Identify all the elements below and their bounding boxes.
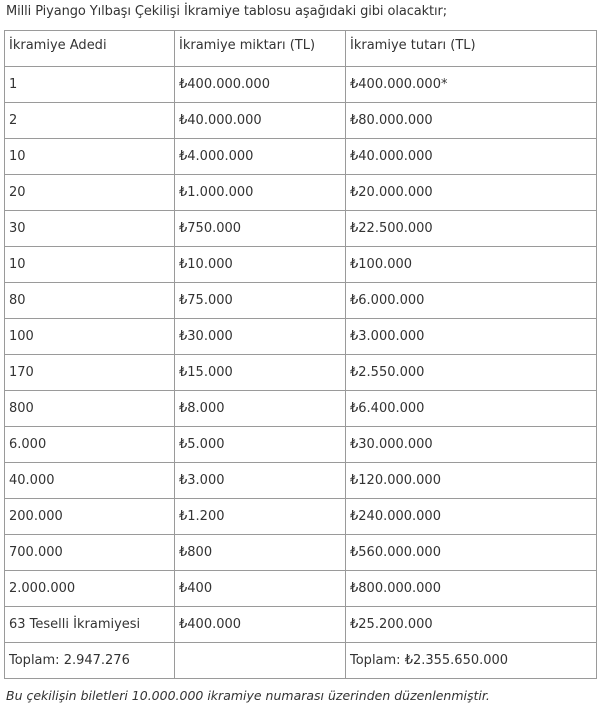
- cell-count: 1: [5, 67, 175, 103]
- table-row: [5, 571, 597, 607]
- cell-count: 80: [5, 283, 175, 319]
- cell-total: ₺240.000.000: [346, 499, 597, 535]
- header-cell-count: İkramiye Adedi: [5, 31, 175, 67]
- cell-total: ₺40.000.000: [346, 139, 597, 175]
- cell-total: ₺22.500.000: [346, 211, 597, 247]
- cell-amount: ₺30.000: [175, 319, 346, 355]
- cell-count: 800: [5, 391, 175, 427]
- table-total-row: [5, 643, 597, 679]
- cell-amount: ₺1.200: [175, 499, 346, 535]
- total-amount-cell: Toplam: ₺2.355.650.000: [346, 643, 597, 679]
- table-row: [5, 211, 597, 247]
- cell-total: ₺6.000.000: [346, 283, 597, 319]
- table-header-row: [5, 31, 597, 67]
- cell-count: 6.000: [5, 427, 175, 463]
- cell-amount: ₺4.000.000: [175, 139, 346, 175]
- cell-amount: ₺1.000.000: [175, 175, 346, 211]
- cell-total: ₺6.400.000: [346, 391, 597, 427]
- total-empty-cell: [175, 643, 346, 679]
- cell-total: ₺800.000.000: [346, 571, 597, 607]
- table-row: [5, 247, 597, 283]
- cell-amount: ₺10.000: [175, 247, 346, 283]
- header-cell-amount: İkramiye miktarı (TL): [175, 31, 346, 67]
- cell-amount: ₺400: [175, 571, 346, 607]
- cell-amount: ₺750.000: [175, 211, 346, 247]
- cell-total: ₺20.000.000: [346, 175, 597, 211]
- intro-text: Milli Piyango Yılbaşı Çekilişi İkramiye tablosu aşağıdaki gibi olacaktır;: [6, 4, 448, 19]
- cell-count: 63 Teselli İkramiyesi: [5, 607, 175, 643]
- cell-total: ₺80.000.000: [346, 103, 597, 139]
- cell-total: ₺400.000.000*: [346, 67, 597, 103]
- cell-amount: ₺15.000: [175, 355, 346, 391]
- prize-table: [4, 30, 597, 679]
- cell-total: ₺560.000.000: [346, 535, 597, 571]
- cell-count: 30: [5, 211, 175, 247]
- cell-total: ₺30.000.000: [346, 427, 597, 463]
- cell-count: 20: [5, 175, 175, 211]
- table-row: [5, 463, 597, 499]
- cell-total: ₺2.550.000: [346, 355, 597, 391]
- cell-total: ₺120.000.000: [346, 463, 597, 499]
- cell-count: 100: [5, 319, 175, 355]
- cell-count: 10: [5, 247, 175, 283]
- header-cell-total: İkramiye tutarı (TL): [346, 31, 597, 67]
- cell-total: ₺3.000.000: [346, 319, 597, 355]
- table-row: [5, 175, 597, 211]
- table-row: [5, 283, 597, 319]
- table-row: [5, 391, 597, 427]
- table-row: [5, 535, 597, 571]
- table-row: [5, 319, 597, 355]
- cell-total: ₺25.200.000: [346, 607, 597, 643]
- table-row: [5, 139, 597, 175]
- table-row: [5, 355, 597, 391]
- cell-count: 2.000.000: [5, 571, 175, 607]
- table-row: [5, 607, 597, 643]
- cell-count: 2: [5, 103, 175, 139]
- cell-count: 200.000: [5, 499, 175, 535]
- table-row: [5, 67, 597, 103]
- cell-count: 170: [5, 355, 175, 391]
- cell-amount: ₺40.000.000: [175, 103, 346, 139]
- cell-amount: ₺8.000: [175, 391, 346, 427]
- cell-count: 700.000: [5, 535, 175, 571]
- footnote: Bu çekilişin biletleri 10.000.000 ikramiye numarası üzerinden düzenlenmiştir.: [6, 688, 490, 703]
- table-row: [5, 103, 597, 139]
- cell-amount: ₺3.000: [175, 463, 346, 499]
- cell-count: 40.000: [5, 463, 175, 499]
- cell-amount: ₺75.000: [175, 283, 346, 319]
- total-count-cell: Toplam: 2.947.276: [5, 643, 175, 679]
- table-row: [5, 427, 597, 463]
- cell-total: ₺100.000: [346, 247, 597, 283]
- cell-amount: ₺5.000: [175, 427, 346, 463]
- table-row: [5, 499, 597, 535]
- cell-amount: ₺800: [175, 535, 346, 571]
- cell-amount: ₺400.000.000: [175, 67, 346, 103]
- cell-amount: ₺400.000: [175, 607, 346, 643]
- cell-count: 10: [5, 139, 175, 175]
